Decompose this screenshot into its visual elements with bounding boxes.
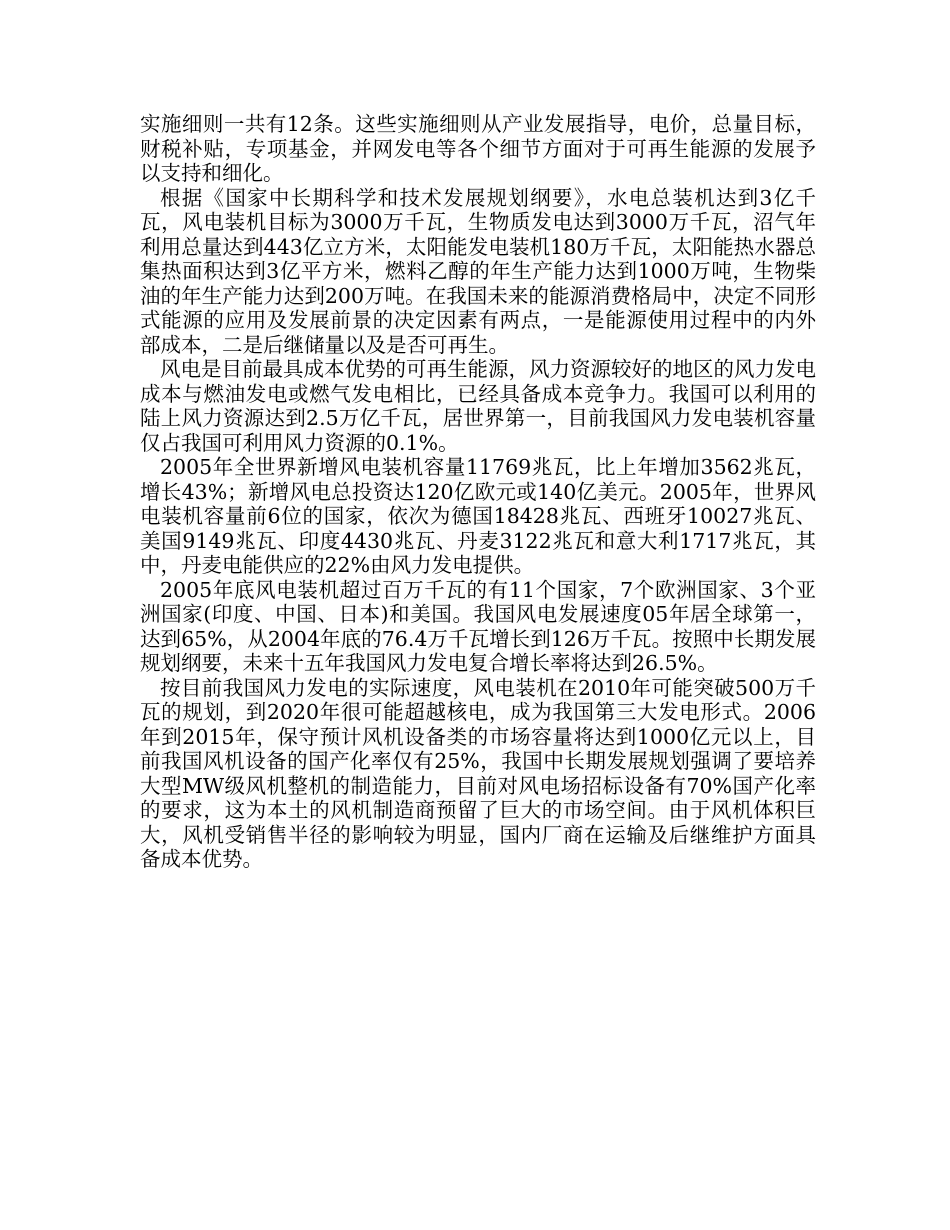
paragraph-5: 2005年底风电装机超过百万千瓦的有11个国家，7个欧洲国家、3个亚洲国家(印度、中国、日本)和美国。我国风电发展速度05年居全球第一，达到65%，从2004年底的76.4万千瓦增长到126万千瓦。按照中长期发展规划纲要，未来十五年我国风力发电复合增长率将达到26.5%。 <box>140 577 816 675</box>
body-text <box>140 112 816 872</box>
paragraph-4: 2005年全世界新增风电装机容量11769兆瓦，比上年增加3562兆瓦，增长43%；新增风电总投资达120亿欧元或140亿美元。2005年，世界风电装机容量前6位的国家，依次为德国18428兆瓦、西班牙10027兆瓦、美国9149兆瓦、印度4430兆瓦、丹麦3122兆瓦和意大利1717兆瓦，其中，丹麦电能供应的22%由风力发电提供。 <box>140 455 816 577</box>
paragraph-1: 实施细则一共有12条。这些实施细则从产业发展指导，电价，总量目标，财税补贴，专项基金，并网发电等各个细节方面对于可再生能源的发展予以支持和细化。 <box>140 112 816 185</box>
paragraph-3: 风电是目前最具成本优势的可再生能源，风力资源较好的地区的风力发电成本与燃油发电或燃气发电相比，已经具备成本竞争力。我国可以利用的陆上风力资源达到2.5万亿千瓦，居世界第一，目前我国风力发电装机容量仅占我国可利用风力资源的0.1%。 <box>140 357 816 455</box>
paragraph-6: 按目前我国风力发电的实际速度，风电装机在2010年可能突破500万千瓦的规划，到2020年很可能超越核电，成为我国第三大发电形式。2006年到2015年，保守预计风机设备类的市场容量将达到1000亿元以上，目前我国风机设备的国产化率仅有25%，我国中长期发展规划强调了要培养大型MW级风机整机的制造能力，目前对风电场招标设备有70%国产化率的要求，这为本土的风机制造商预留了巨大的市场空间。由于风机体积巨大，风机受销售半径的影响较为明显，国内厂商在运输及后继维护方面具备成本优势。 <box>140 675 816 871</box>
paragraph-2: 根据《国家中长期科学和技术发展规划纲要》，水电总装机达到3亿千瓦，风电装机目标为3000万千瓦，生物质发电达到3000万千瓦，沼气年利用总量达到443亿立方米，太阳能发电装机180万千瓦，太阳能热水器总集热面积达到3亿平方米，燃料乙醇的年生产能力达到1000万吨，生物柴油的年生产能力达到200万吨。在我国未来的能源消费格局中，决定不同形式能源的应用及发展前景的决定因素有两点，一是能源使用过程中的内外部成本，二是后继储量以及是否可再生。 <box>140 185 816 357</box>
